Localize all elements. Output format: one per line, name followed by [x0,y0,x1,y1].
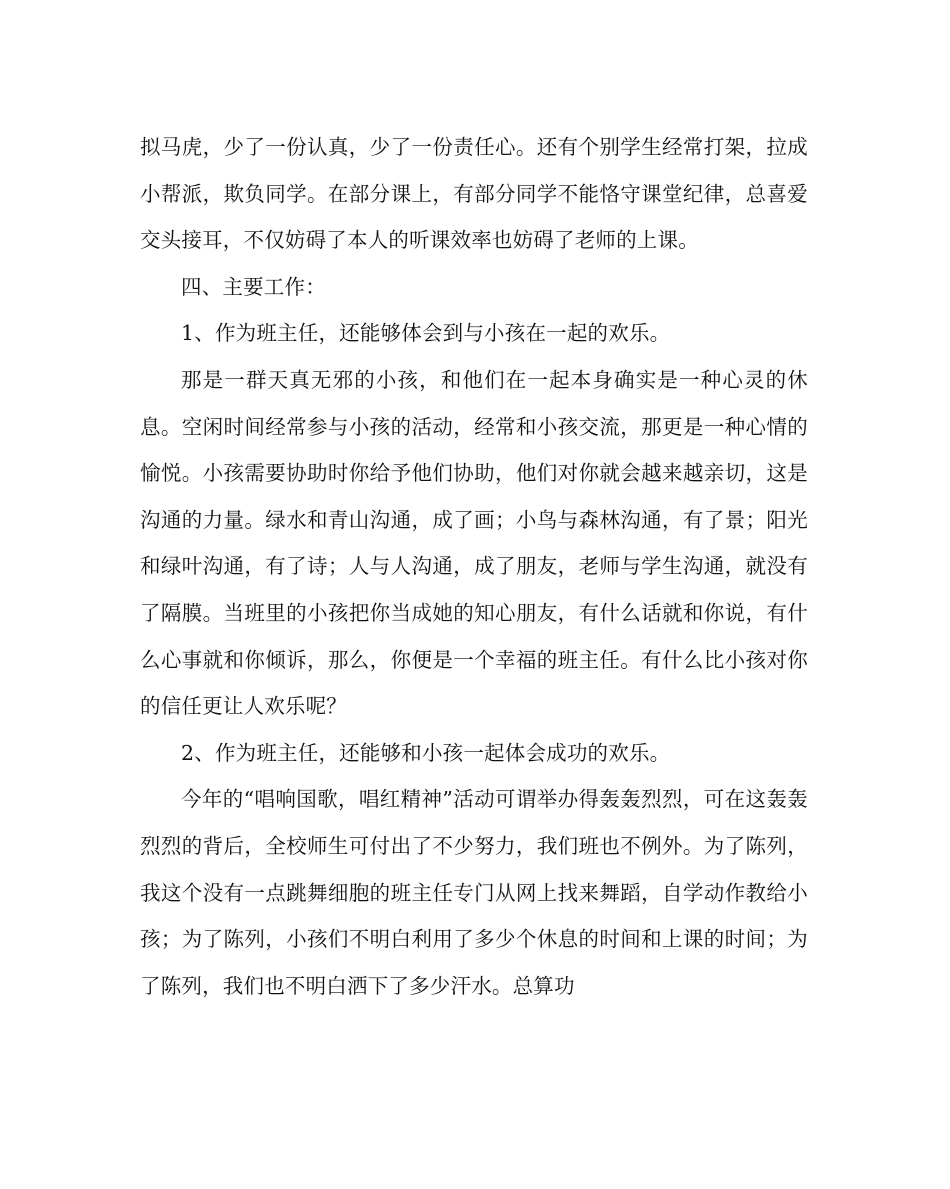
subheading-point-1: 1、作为班主任，还能够体会到与小孩在一起的欢乐。 [181,321,671,346]
paragraph-activity: 今年的“唱响国歌，唱红精神”活动可谓举办得轰轰烈烈，可在这轰轰烈烈的背后，全校师生可付出了不少努力，我们班也不例外。为了陈列，我这个没有一点跳舞细胞的班主任专门从网上找来舞蹈，自学动作教给小孩；为了陈列，小孩们不明白利用了多少个休息的时间和上课的时间；为了陈列，我们也不明白洒下了多少汗水。总算功 [140,787,808,998]
paragraph-communication: 那是一群天真无邪的小孩，和他们在一起本身确实是一种心灵的休息。空闲时间经常参与小孩的活动，经常和小孩交流，那更是一种心情的愉悦。小孩需要协助时你给予他们协助，他们对你就会越来越亲切，这是沟通的力量。绿水和青山沟通，成了画；小鸟与森林沟通，有了景；阳光和绿叶沟通，有了诗；人与人沟通，成了朋友，老师与学生沟通，就没有了隔膜。当班里的小孩把你当成她的知心朋友，有什么话就和你说，有什么心事就和你倾诉，那么，你便是一个幸福的班主任。有什么比小孩对你的信任更让人欢乐呢？ [140,367,808,719]
subheading-point-2: 2、作为班主任，还能够和小孩一起体会成功的欢乐。 [181,740,671,765]
document-body [140,124,808,1009]
paragraph-continuation: 拟马虎，少了一份认真，少了一份责任心。还有个别学生经常打架，拉成小帮派，欺负同学。在部分课上，有部分同学不能恪守课堂纪律，总喜爱交头接耳，不仅妨碍了本人的听课效率也妨碍了老师的上课。 [140,135,808,253]
section-heading-main-work: 四、主要工作： [181,274,326,299]
